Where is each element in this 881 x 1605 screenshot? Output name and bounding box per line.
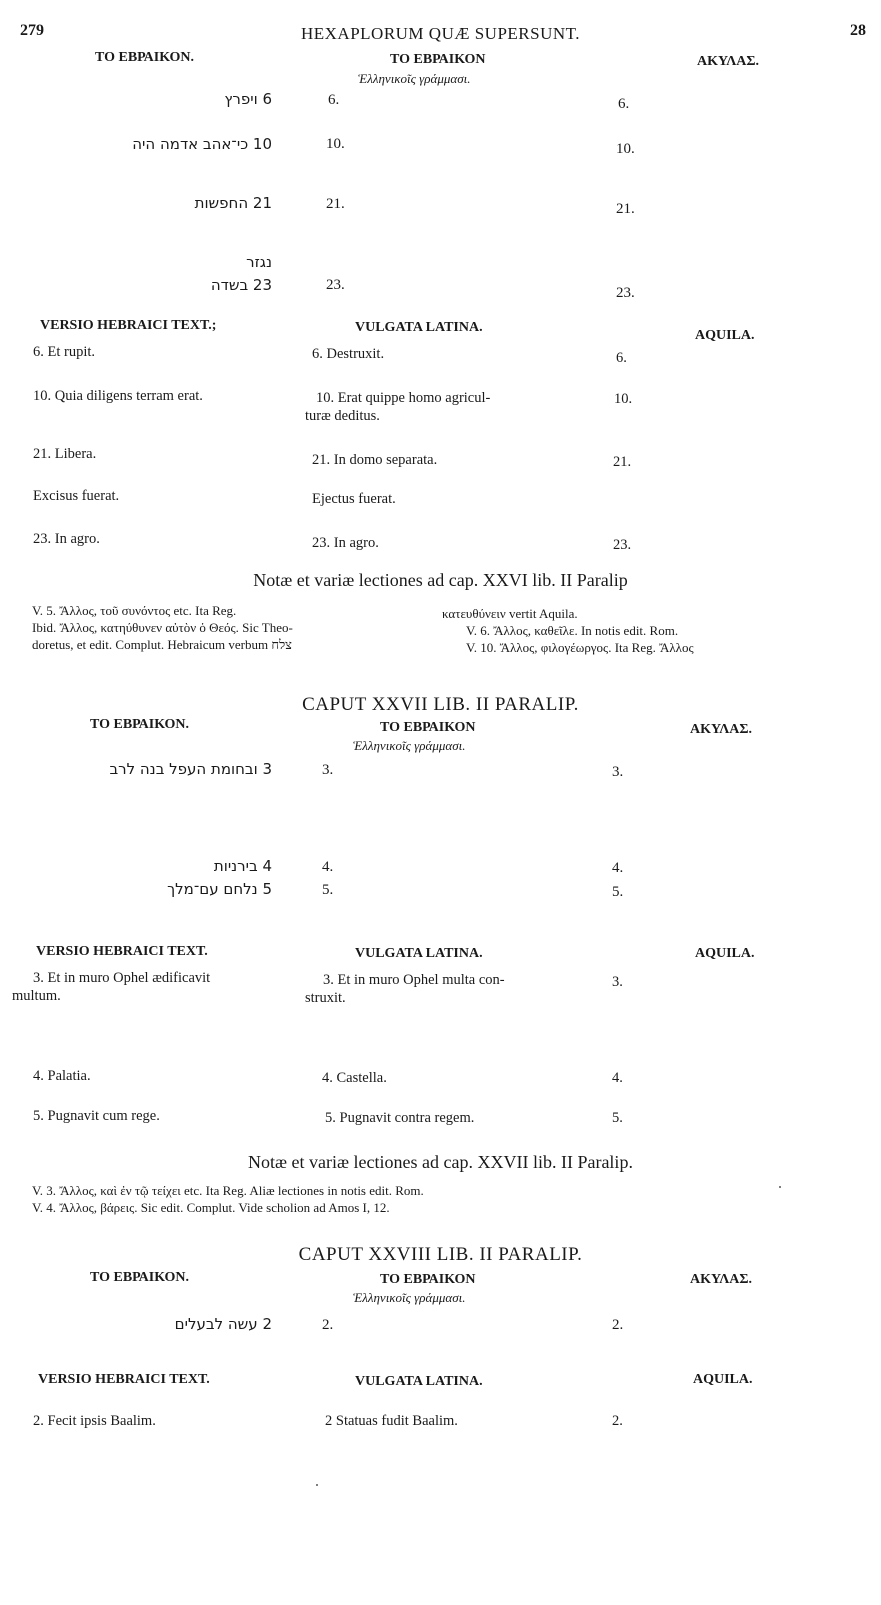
- col-head-versio: VERSIO HEBRAICI TEXT.: [38, 1372, 210, 1387]
- col-head-aquila: AQUILA.: [695, 946, 755, 961]
- col-head-vulgata: VULGATA LATINA.: [355, 946, 483, 961]
- hebrew-line: 10 כי־אהב אדמה היה: [132, 135, 272, 153]
- aquila-cell: 5.: [612, 1110, 623, 1126]
- note-line: κατευθύνειν vertit Aquila.: [442, 606, 578, 621]
- col-head-vulgata: VULGATA LATINA.: [355, 320, 483, 335]
- vulgata-cell: 23. In agro.: [312, 535, 379, 551]
- vulgata-cell: struxit.: [305, 990, 346, 1006]
- versio-cell: multum.: [12, 988, 61, 1004]
- hebrew-line: 3 ובחומת העפל בנה לרב: [109, 760, 272, 778]
- vulgata-cell: 21. In domo separata.: [312, 452, 438, 468]
- vulgata-cell: 10. Erat quippe homo agricul-: [316, 390, 491, 406]
- col-subhead-greek: Ἑλληνικοῖς γράμμασι.: [358, 71, 471, 86]
- note-line: V. 3. Ἄλλος, καὶ ἐν τῷ τείχει etc. Ita Reg. Aliæ lectiones in notis edit. Rom.: [32, 1183, 424, 1198]
- hebrew-line: נגזר: [246, 253, 272, 271]
- running-title: HEXAPLORUM QUÆ SUPERSUNT.: [300, 24, 581, 43]
- note-line: V. 4. Ἄλλος, βάρεις. Sic edit. Complut. Vide scholion ad Amos I, 12.: [32, 1200, 390, 1215]
- print-speck: [779, 1186, 781, 1188]
- verse-number: 6.: [618, 96, 630, 112]
- aquila-cell: 4.: [612, 1070, 623, 1086]
- col-head-hebrew: ΤΟ ΕΒΡΑΙΚΟΝ.: [90, 1270, 189, 1285]
- col-head-vulgata: VULGATA LATINA.: [355, 1374, 483, 1389]
- hebrew-line: 21 החפשות: [194, 194, 272, 212]
- aquila-cell: 21.: [613, 454, 632, 470]
- aquila-cell: 3.: [612, 974, 623, 990]
- col-subhead-greek: Ἑλληνικοῖς γράμμασι.: [353, 1290, 466, 1305]
- note-line: V. 5. Ἄλλος, τοῦ συνόντος etc. Ita Reg.: [32, 603, 237, 618]
- vulgata-cell: turæ deditus.: [305, 408, 380, 424]
- col-head-greek-letters: ΤΟ ΕΒΡΑΙΚΟΝ: [380, 1272, 476, 1287]
- hebrew-line: 5 נלחם עם־מלך: [167, 880, 272, 898]
- col-head-greek-letters: ΤΟ ΕΒΡΑΙΚΟΝ: [380, 720, 476, 735]
- verse-number: 3.: [322, 762, 334, 778]
- aquila-cell: 6.: [616, 350, 627, 366]
- aquila-cell: 23.: [613, 537, 632, 553]
- page-number-right: 28: [850, 22, 866, 39]
- notes-title: Notæ et variæ lectiones ad cap. XXVI lib. II Paralip: [253, 570, 628, 590]
- verse-number: 21.: [616, 201, 635, 217]
- verse-number: 5.: [322, 882, 334, 898]
- col-head-hebrew: ΤΟ ΕΒΡΑΙΚΟΝ.: [90, 717, 189, 732]
- chapter-title: CAPUT XXVII LIB. II PARALIP.: [302, 694, 579, 715]
- col-head-aquila: AQUILA.: [695, 328, 755, 343]
- notes-title: Notæ et variæ lectiones ad cap. XXVII lib. II Paralip.: [248, 1152, 633, 1172]
- versio-cell: 21. Libera.: [33, 446, 97, 462]
- verse-number: 4.: [612, 860, 624, 876]
- col-head-aquila-greek: ΑΚΥΛΑΣ.: [690, 1272, 753, 1287]
- verse-number: 5.: [612, 884, 624, 900]
- hebrew-line: 6 ויפרץ: [224, 90, 272, 108]
- verse-number: 3.: [612, 764, 624, 780]
- versio-cell: 10. Quia diligens terram erat.: [33, 388, 203, 404]
- col-head-aquila-greek: ΑΚΥΛΑΣ.: [690, 722, 753, 737]
- verse-number: 23.: [616, 285, 635, 301]
- verse-number: 2.: [322, 1317, 334, 1333]
- aquila-cell: 2.: [612, 1413, 623, 1429]
- col-head-versio: VERSIO HEBRAICI TEXT.;: [40, 318, 217, 333]
- vulgata-cell: Ejectus fuerat.: [312, 491, 396, 507]
- verse-number: 6.: [328, 92, 340, 108]
- versio-cell: 3. Et in muro Ophel ædificavit: [33, 970, 211, 986]
- versio-cell: 2. Fecit ipsis Baalim.: [33, 1413, 156, 1429]
- col-head-aquila-greek: ΑΚΥΛΑΣ.: [697, 54, 760, 69]
- page-number-left: 279: [20, 22, 44, 39]
- note-line: doretus, et edit. Complut. Hebraicum verbum צלח: [32, 637, 292, 652]
- hebrew-line: 23 בשדה: [210, 276, 272, 294]
- hebrew-line: 4 בירניות: [213, 857, 272, 875]
- versio-cell: 4. Palatia.: [33, 1068, 91, 1084]
- col-head-hebrew: ΤΟ ΕΒΡΑΙΚΟΝ.: [95, 50, 194, 65]
- versio-cell: 5. Pugnavit cum rege.: [33, 1108, 160, 1124]
- col-head-aquila: AQUILA.: [693, 1372, 753, 1387]
- verse-number: 4.: [322, 859, 334, 875]
- hebrew-line: 2 עשה לבעלים: [174, 1315, 272, 1333]
- versio-cell: 6. Et rupit.: [33, 344, 96, 360]
- note-line: V. 10. Ἄλλος, φιλογέωργος. Ita Reg. Ἄλλος: [466, 640, 694, 655]
- vulgata-cell: 4. Castella.: [322, 1070, 387, 1086]
- verse-number: 10.: [326, 136, 345, 152]
- verse-number: 2.: [612, 1317, 624, 1333]
- note-line: Ibid. Ἄλλος, κατηύθυνεν αὐτὸν ὁ Θεός. Sic Theo-: [32, 620, 293, 635]
- aquila-cell: 10.: [614, 391, 633, 407]
- verse-number: 23.: [326, 277, 345, 293]
- col-head-greek-letters: ΤΟ ΕΒΡΑΙΚΟΝ: [390, 52, 486, 67]
- print-speck: [316, 1484, 318, 1486]
- col-head-versio: VERSIO HEBRAICI TEXT.: [36, 944, 208, 959]
- vulgata-cell: 5. Pugnavit contra regem.: [325, 1110, 475, 1126]
- chapter-title: CAPUT XXVIII LIB. II PARALIP.: [298, 1244, 583, 1265]
- versio-cell: Excisus fuerat.: [33, 488, 120, 504]
- verse-number: 10.: [616, 141, 635, 157]
- versio-cell: 23. In agro.: [33, 531, 100, 547]
- vulgata-cell: 6. Destruxit.: [312, 346, 385, 362]
- col-subhead-greek: Ἑλληνικοῖς γράμμασι.: [353, 738, 466, 753]
- vulgata-cell: 2 Statuas fudit Baalim.: [325, 1413, 458, 1429]
- note-line: V. 6. Ἄλλος, καθεῖλε. In notis edit. Rom.: [466, 623, 679, 638]
- vulgata-cell: 3. Et in muro Ophel multa con-: [323, 972, 505, 988]
- verse-number: 21.: [326, 196, 345, 212]
